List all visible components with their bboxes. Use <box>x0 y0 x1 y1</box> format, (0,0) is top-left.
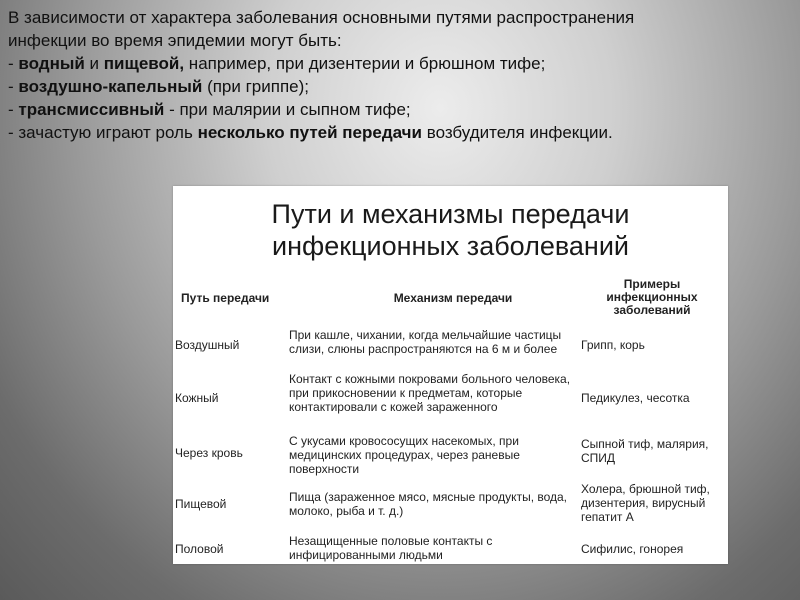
transmission-table <box>173 270 728 564</box>
bold-term: пищевой, <box>103 54 185 73</box>
header-mechanism: Механизм передачи <box>393 291 513 305</box>
cell-mechanism: Контакт с кожными покровами больного человека, при прикосновении к предметам, которые контактировали с кожей зараженного <box>289 372 571 414</box>
text-segment: - при малярии и сыпном тифе; <box>164 100 411 119</box>
text-segment: и <box>84 54 104 73</box>
cell-examples: Холера, брюшной тиф, дизентерия, вирусный гепатит А <box>581 482 710 524</box>
table-row <box>173 484 728 532</box>
bullet: - <box>8 77 19 96</box>
cell-route: Воздушный <box>175 338 240 352</box>
bold-term: водный <box>18 54 85 73</box>
header-examples: Примеры инфекционных заболеваний <box>606 277 698 317</box>
cell-route: Пищевой <box>175 497 227 511</box>
intro-item-airborne <box>8 75 788 98</box>
intro-item-water-food <box>8 52 788 75</box>
cell-mechanism: При кашле, чихании, когда мельчайшие частицы слизи, слюны распространяются на 6 м и более <box>289 328 562 356</box>
text-segment: зачастую играют роль <box>18 123 198 142</box>
table-row <box>173 370 728 432</box>
intro-item-multiple <box>8 121 788 144</box>
cell-mechanism: Пища (зараженное мясо, мясные продукты, вода, молоко, рыба и т. д.) <box>289 490 568 518</box>
cell-examples: Сыпной тиф, малярия, СПИД <box>581 437 709 465</box>
cell-route: Через кровь <box>175 446 243 460</box>
table-row <box>173 322 728 370</box>
transmission-table-card <box>173 186 728 564</box>
cell-examples: Грипп, корь <box>581 338 645 352</box>
card-title-line-2: инфекционных заболеваний <box>271 231 629 261</box>
bullet: - <box>8 100 19 119</box>
bold-term: воздушно-капельный <box>18 77 203 96</box>
cell-route: Половой <box>175 542 224 556</box>
intro-line-1: В зависимости от характера заболевания основными путями распространения <box>8 8 635 27</box>
card-title-line-1: Пути и механизмы передачи <box>271 199 630 229</box>
cell-mechanism: Незащищенные половые контакты с инфицированными людьми <box>289 534 493 562</box>
cell-mechanism: С укусами кровососущих насекомых, при медицинских процедурах, через раневые поверхности <box>289 434 520 476</box>
text-segment: например, при дизентерии и брюшном тифе; <box>184 54 546 73</box>
intro-text <box>8 6 788 144</box>
text-segment: (при гриппе); <box>202 77 310 96</box>
bold-term: трансмиссивный <box>18 100 165 119</box>
text-segment: возбудителя инфекции. <box>422 123 613 142</box>
table-header <box>173 270 728 322</box>
table-row <box>173 532 728 564</box>
cell-examples: Сифилис, гонорея <box>581 542 684 556</box>
bullet: - <box>8 54 19 73</box>
cell-route: Кожный <box>175 391 219 405</box>
header-route: Путь передачи <box>181 291 270 305</box>
bold-term: несколько путей передачи <box>197 123 422 142</box>
table-row <box>173 432 728 484</box>
bullet: - <box>8 123 19 142</box>
intro-item-transmissive <box>8 98 788 121</box>
intro-line-2: инфекции во время эпидемии могут быть: <box>8 31 342 50</box>
cell-examples: Педикулез, чесотка <box>581 391 690 405</box>
card-title <box>173 198 728 262</box>
